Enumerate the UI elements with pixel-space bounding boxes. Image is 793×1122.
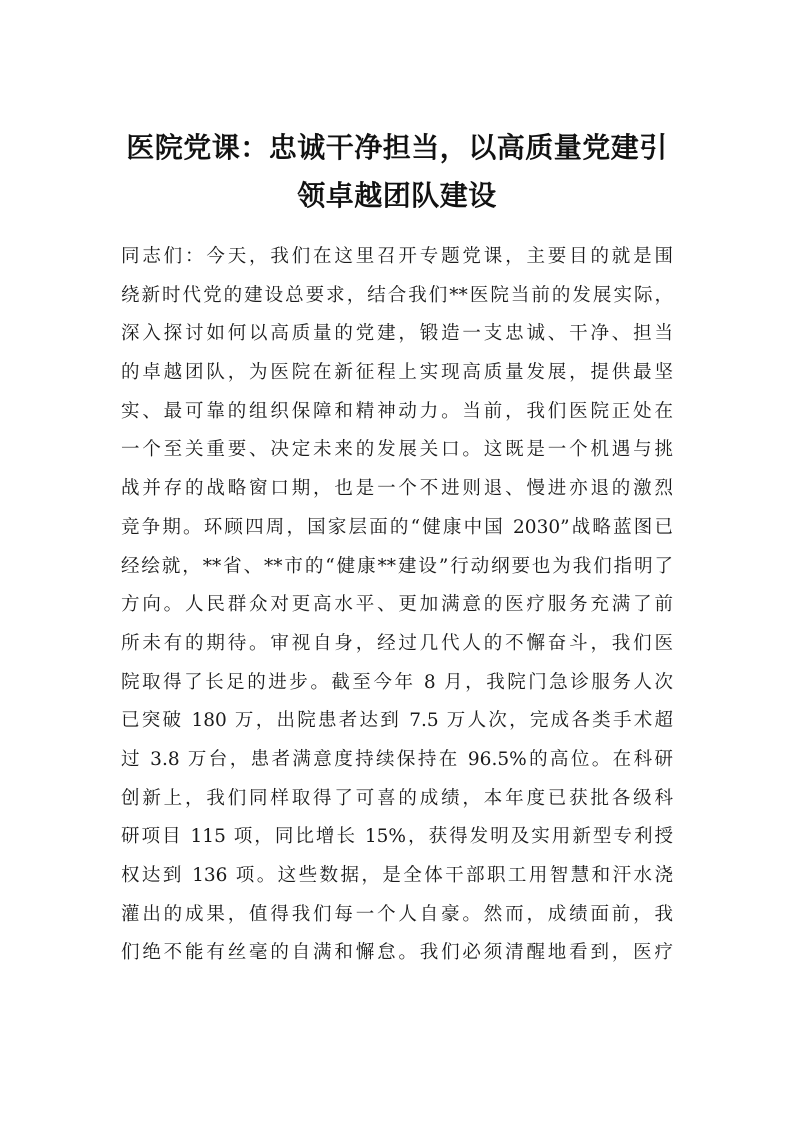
body-line: 灌出的成果，值得我们每一个人自豪。然而，成绩面前，我	[121, 903, 673, 925]
body-line: 竞争期。环顾四周，国家层面的“健康中国 2030”战略蓝图已	[121, 516, 673, 538]
body-line: 的卓越团队，为医院在新征程上实现高质量发展，提供最坚	[121, 362, 673, 384]
document-title: 医院党课：忠诚干净担当，以高质量党建引 领卓越团队建设	[126, 131, 668, 212]
body-line: 方向。人民群众对更高水平、更加满意的医疗服务充满了前	[121, 594, 673, 616]
body-line: 绕新时代党的建设总要求，结合我们**医院当前的发展实际，	[121, 284, 673, 306]
body-line: 已突破 180 万，出院患者达到 7.5 万人次，完成各类手术超	[121, 710, 673, 732]
body-line: 研项目 115 项，同比增长 15%，获得发明及实用新型专利授	[121, 826, 673, 848]
body-line: 创新上，我们同样取得了可喜的成绩，本年度已获批各级科	[121, 787, 673, 809]
body-line: 院取得了长足的进步。截至今年 8 月，我院门急诊服务人次	[121, 671, 673, 693]
body-line: 所未有的期待。审视自身，经过几代人的不懈奋斗，我们医	[121, 632, 673, 654]
body-line: 实、最可靠的组织保障和精神动力。当前，我们医院正处在	[121, 400, 673, 422]
body-paragraph	[121, 238, 673, 973]
body-line: 战并存的战略窗口期，也是一个不进则退、慢进亦退的激烈	[121, 478, 673, 500]
body-line: 一个至关重要、决定未来的发展关口。这既是一个机遇与挑	[121, 439, 673, 461]
body-line: 过 3.8 万台，患者满意度持续保持在 96.5%的高位。在科研	[121, 748, 673, 770]
body-line: 们绝不能有丝毫的自满和懈怠。我们必须清醒地看到，医疗	[121, 942, 673, 964]
body-line: 经绘就，**省、**市的“健康**建设”行动纲要也为我们指明了	[121, 555, 673, 577]
body-line: 深入探讨如何以高质量的党建，锻造一支忠诚、干净、担当	[121, 323, 673, 345]
body-line: 权达到 136 项。这些数据，是全体干部职工用智慧和汗水浇	[121, 865, 673, 886]
body-line: 同志们：今天，我们在这里召开专题党课，主要目的就是围	[121, 246, 673, 267]
